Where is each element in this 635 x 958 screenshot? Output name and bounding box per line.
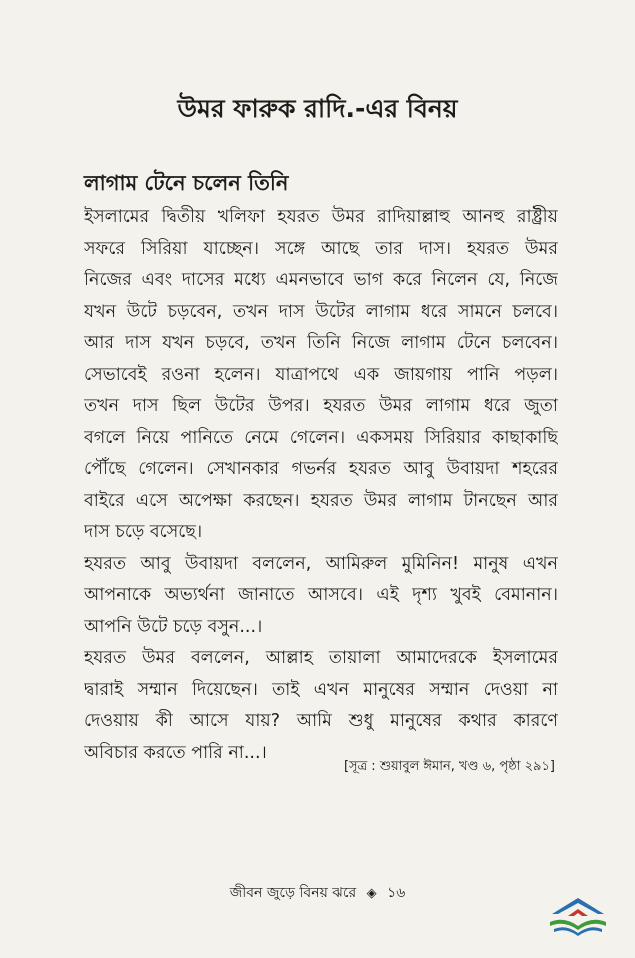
text-line: যখন উটে চড়বেন, তখন দাস উটের লাগাম ধরে সামনে চলবে। (84, 301, 558, 322)
page-footer (0, 883, 635, 904)
text-line: বগলে নিয়ে পানিতে নেমে গেলেন। একসময় সিরিয়ার কাছাকাছি (84, 427, 558, 448)
book-title: জীবন জুড়ে বিনয় ঝরে (229, 885, 357, 901)
text-line: আপনি উটে চড়ে বসুন...। (84, 616, 263, 637)
publisher-logo-icon (548, 896, 608, 940)
text-line: দ্বারাই সম্মান দিয়েছেন। তাই এখন মানুষের সম্মান দেওয়া না (84, 679, 558, 700)
body-text (84, 202, 558, 769)
chapter-title: উমর ফারুক রাদি.-এর বিনয় (177, 94, 458, 123)
text-line: দেওয়ায় কী আসে যায়? আমি শুধু মানুষের কথার কারণে (84, 711, 558, 731)
text-line: হযরত উমর বললেন, আল্লাহ তায়ালা আমাদেরকে ইসলামের (84, 648, 558, 668)
text-line: বাইরে এসে অপেক্ষা করছেন। হযরত উমর লাগাম টানছেন আর (84, 490, 558, 511)
text-line: তখন দাস ছিল উটের উপর। হযরত উমর লাগাম ধরে জুতা (84, 396, 558, 416)
text-line: নিজের এবং দাসের মধ্যে এমনভাবে ভাগ করে নিলেন যে, নিজে (84, 270, 558, 290)
text-line: সেভাবেই রওনা হলেন। যাত্রাপথে এক জায়গায় পানি পড়ল। (84, 364, 558, 385)
text-line: আপনাকে অভ্যর্থনা জানাতে আসবে। এই দৃশ্য খুবই বেমানান। (84, 585, 558, 605)
text-line: আর দাস যখন চড়বে, তখন তিনি নিজে লাগাম টেনে চলবেন। (84, 333, 558, 353)
text-line: দাস চড়ে বসেছে। (84, 522, 203, 542)
source-citation: [সূত্র : শুয়াবুল ঈমান, খণ্ড ৬, পৃষ্ঠা ২৯১] (343, 759, 555, 774)
page-number: ১৬ (387, 885, 406, 901)
section-heading: লাগাম টেনে চলেন তিনি (84, 171, 289, 195)
text-line: সফরে সিরিয়া যাচ্ছেন। সঙ্গে আছে তার দাস। হযরত উমর (84, 238, 558, 259)
text-line: ইসলামের দ্বিতীয় খলিফা হযরত উমর রাদিয়াল্লাহু আনহু রাষ্ট্রীয় (84, 207, 558, 227)
text-line: হযরত আবু উবায়দা বললেন, আমিরুল মুমিনিন! মানুষ এখন (84, 553, 558, 574)
text-line: অবিচার করতে পারি না...। (84, 742, 267, 763)
logo-inner-roof-shape (568, 909, 588, 916)
diamond-icon: ◈ (366, 886, 377, 901)
text-line: পৌঁছে গেলেন। সেখানকার গভর্নর হযরত আবু উবায়দা শহরের (84, 459, 558, 479)
